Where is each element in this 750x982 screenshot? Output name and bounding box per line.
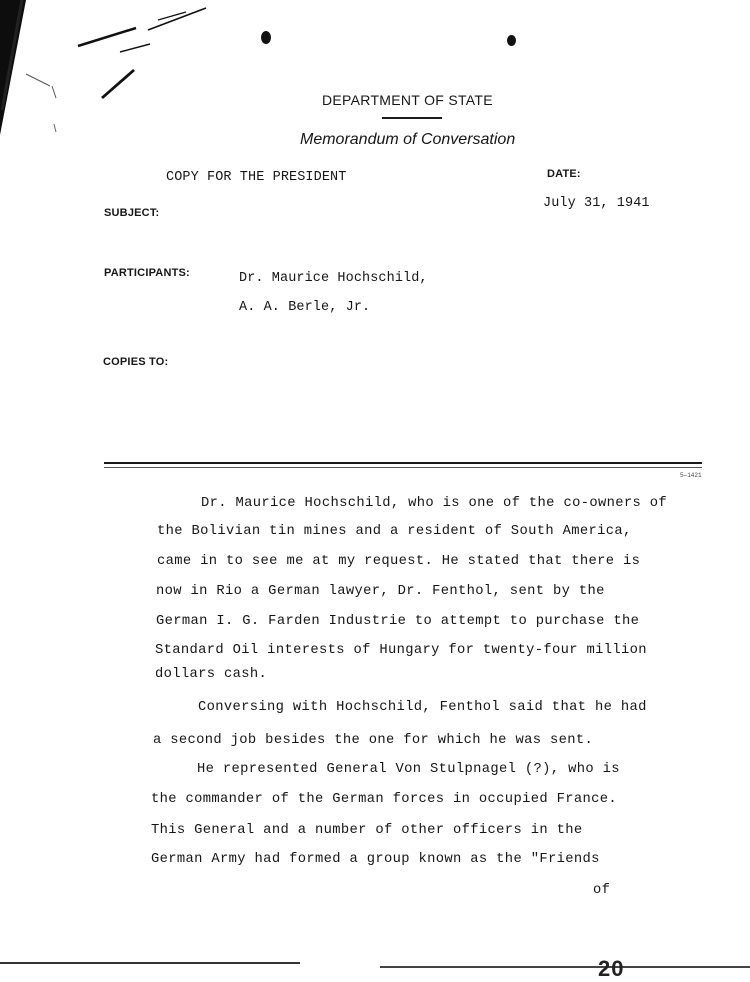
header-separator-rule <box>104 462 702 464</box>
body-line: the Bolivian tin mines and a resident of South America, <box>157 524 632 539</box>
participant-1: Dr. Maurice Hochschild, <box>239 271 428 286</box>
page-number-mark: 20 <box>598 956 625 981</box>
department-heading: DEPARTMENT OF STATE <box>322 92 493 108</box>
participants-label: PARTICIPANTS: <box>104 267 190 279</box>
punch-hole-right <box>507 35 516 46</box>
body-line: Dr. Maurice Hochschild, who is one of the co-owners of <box>201 496 667 511</box>
participant-2: A. A. Berle, Jr. <box>239 300 371 315</box>
body-line: came in to see me at my request. He stated that there is <box>157 554 641 569</box>
date-value: July 31, 1941 <box>543 196 650 211</box>
body-line: now in Rio a German lawyer, Dr. Fenthol, sent by the <box>156 584 605 599</box>
body-line: the commander of the German forces in occupied France. <box>151 792 617 807</box>
header-separator-rule-lower <box>104 467 702 468</box>
bottom-edge-line <box>0 962 300 964</box>
form-mark: 5—1421 <box>680 472 702 479</box>
body-line: Conversing with Hochschild, Fenthol said that he had <box>198 700 647 715</box>
body-line: Standard Oil interests of Hungary for twenty-four million <box>155 643 647 658</box>
copy-note: COPY FOR THE PRESIDENT <box>166 170 347 185</box>
body-line: This General and a number of other officers in the <box>151 823 583 838</box>
body-line: dollars cash. <box>155 667 268 682</box>
punch-hole-left <box>261 31 271 44</box>
continuation-word: of <box>593 883 611 898</box>
body-line: He represented General Von Stulpnagel (?), who is <box>197 762 620 777</box>
memo-title: Memorandum of Conversation <box>300 131 516 148</box>
body-line: a second job besides the one for which he was sent. <box>153 733 594 748</box>
copies-to-label: COPIES TO: <box>103 356 169 368</box>
subject-label: SUBJECT: <box>104 207 160 219</box>
scan-corner-artifact <box>0 0 215 140</box>
bottom-edge-line-right <box>380 966 750 968</box>
date-label: DATE: <box>547 168 581 180</box>
body-line: German I. G. Farden Industrie to attempt to purchase the <box>156 614 640 629</box>
letterhead-underline <box>382 117 442 119</box>
body-line: German Army had formed a group known as the "Friends <box>151 852 600 867</box>
